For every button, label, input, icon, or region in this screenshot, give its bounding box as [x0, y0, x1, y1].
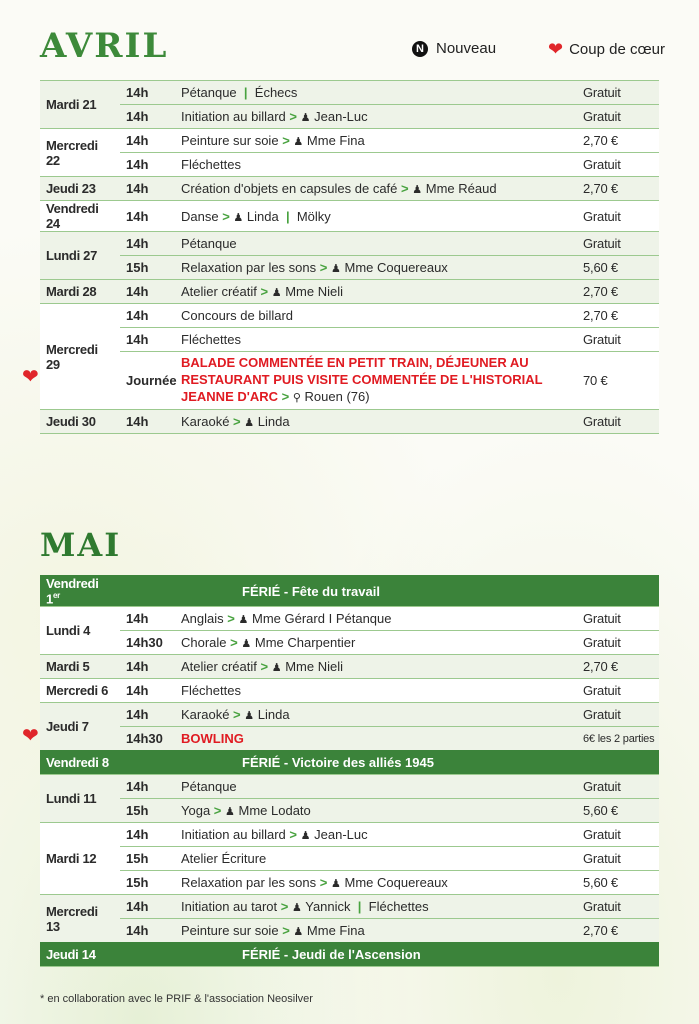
price-cell: Gratuit — [577, 775, 659, 799]
person-icon: ♟ — [244, 710, 255, 723]
price-cell: Gratuit — [577, 81, 659, 105]
table-row — [40, 256, 659, 280]
price-cell: 2,70 € — [577, 280, 659, 304]
arrow-icon: > — [227, 611, 235, 627]
time-cell: 14h30 — [120, 727, 175, 751]
activity-cell: Atelier créatif > ♟ Mme Nieli — [175, 280, 577, 304]
table-row — [40, 919, 659, 943]
time-cell: 14h — [120, 304, 175, 328]
arrow-icon: > — [260, 659, 269, 675]
table-row-highlight — [40, 352, 659, 410]
time-cell: 14h — [120, 328, 175, 352]
time-cell: 14h — [120, 775, 175, 799]
price-cell: 5,60 € — [577, 799, 659, 823]
day-cell: Jeudi 14 — [40, 943, 120, 967]
table-row — [40, 847, 659, 871]
activity-cell: Yoga > ♟ Mme Lodato — [175, 799, 577, 823]
activity-cell: Anglais > ♟ Mme Gérard I Pétanque — [175, 607, 577, 631]
time-cell: 15h — [120, 871, 175, 895]
arrow-icon: > — [233, 414, 241, 429]
table-row — [40, 607, 659, 631]
activity-cell: Fléchettes — [175, 328, 577, 352]
legend-new — [412, 40, 496, 57]
day-cell: Jeudi 23 — [40, 177, 120, 201]
ferie-label: FÉRIÉ - Jeudi de l'Ascension — [120, 943, 659, 967]
table-row — [40, 201, 659, 232]
activity-cell: Relaxation par les sons > ♟ Mme Coquereaux — [175, 256, 577, 280]
day-cell: Vendredi 24 — [40, 201, 120, 232]
day-cell: Jeudi 30 — [40, 410, 120, 434]
person-icon: ♟ — [244, 417, 255, 429]
arrow-icon: > — [289, 109, 298, 124]
price-cell: 5,60 € — [577, 256, 659, 280]
time-cell: 15h — [120, 256, 175, 280]
table-row — [40, 328, 659, 352]
arrow-icon: > — [213, 803, 222, 819]
location-pin-icon: ⚲ — [292, 392, 301, 404]
time-cell: 14h — [120, 280, 175, 304]
arrow-icon: > — [282, 133, 290, 148]
time-cell: 14h — [120, 679, 175, 703]
price-cell: Gratuit — [577, 410, 659, 434]
mai-schedule-table — [40, 575, 659, 967]
activity-cell: Atelier Écriture — [175, 847, 577, 871]
table-row — [40, 177, 659, 201]
price-cell: Gratuit — [577, 153, 659, 177]
table-row — [40, 81, 659, 105]
activity-cell — [175, 727, 577, 751]
person-icon: ♟ — [241, 638, 252, 651]
time-cell: 14h — [120, 105, 175, 129]
time-cell: 14h — [120, 607, 175, 631]
activity-cell: Karaoké > ♟ Linda — [175, 703, 577, 727]
person-icon: ♟ — [300, 830, 311, 843]
price-cell: Gratuit — [577, 703, 659, 727]
day-cell: Lundi 11 — [40, 775, 120, 823]
arrow-icon: > — [280, 899, 289, 915]
table-row — [40, 105, 659, 129]
person-icon: ♟ — [271, 287, 282, 299]
time-cell: 14h — [120, 895, 175, 919]
table-row — [40, 895, 659, 919]
time-cell: 14h30 — [120, 631, 175, 655]
separator-bar: | — [357, 899, 362, 915]
day-cell: Mercredi 6 — [40, 679, 120, 703]
activity-cell: Karaoké > ♟ Linda — [175, 410, 577, 434]
new-badge-icon: N — [412, 41, 428, 57]
highlight-activity: BOWLING — [181, 731, 244, 747]
day-cell: Vendredi 8 — [40, 751, 120, 775]
price-cell: 2,70 € — [577, 129, 659, 153]
time-cell: 15h — [120, 847, 175, 871]
activity-cell: Danse > ♟ Linda | Mölky — [175, 201, 577, 232]
price-cell: Gratuit — [577, 201, 659, 232]
month-title-mai: MAI — [40, 526, 122, 564]
time-cell: 14h — [120, 703, 175, 727]
activity-cell: Atelier créatif > ♟ Mme Nieli — [175, 655, 577, 679]
table-row — [40, 655, 659, 679]
price-cell: Gratuit — [577, 232, 659, 256]
activity-cell: Initiation au tarot > ♟ Yannick | Fléchettes — [175, 895, 577, 919]
arrow-icon: > — [401, 181, 409, 196]
person-icon: ♟ — [330, 263, 341, 275]
activity-cell: Pétanque — [175, 232, 577, 256]
time-cell: 14h — [120, 201, 175, 232]
time-cell: 14h — [120, 919, 175, 943]
price-cell: 70 € — [577, 352, 659, 410]
day-cell: Vendredi 1er — [40, 576, 120, 607]
activity-cell: Pétanque — [175, 775, 577, 799]
price-cell: 5,60 € — [577, 871, 659, 895]
time-cell: 14h — [120, 81, 175, 105]
table-row — [40, 153, 659, 177]
person-icon: ♟ — [300, 112, 311, 124]
arrow-icon: > — [222, 208, 230, 224]
time-cell: 14h — [120, 823, 175, 847]
person-icon: ♟ — [330, 878, 341, 891]
ferie-label: FÉRIÉ - Fête du travail — [120, 576, 659, 607]
person-icon: ♟ — [271, 662, 282, 675]
price-cell: Gratuit — [577, 631, 659, 655]
activity-cell: Peinture sur soie > ♟ Mme Fina — [175, 919, 577, 943]
activity-cell: Relaxation par les sons > ♟ Mme Coquereaux — [175, 871, 577, 895]
ferie-row — [40, 751, 659, 775]
price-cell: Gratuit — [577, 607, 659, 631]
activity-cell: Fléchettes — [175, 679, 577, 703]
legend-new-label: Nouveau — [436, 40, 497, 57]
table-row — [40, 280, 659, 304]
price-cell: 2,70 € — [577, 655, 659, 679]
time-cell: 14h — [120, 177, 175, 201]
avril-schedule-table — [40, 80, 659, 434]
person-icon: ♟ — [238, 614, 249, 627]
activity-cell: Initiation au billard > ♟ Jean-Luc — [175, 823, 577, 847]
day-cell: Mercredi 13 — [40, 895, 120, 943]
activity-cell: Concours de billard — [175, 304, 577, 328]
table-row — [40, 304, 659, 328]
arrow-icon: > — [230, 635, 238, 651]
day-cell: Lundi 27 — [40, 232, 120, 280]
day-cell: Mercredi 22 — [40, 129, 120, 177]
table-row — [40, 679, 659, 703]
day-cell: Mardi 28 — [40, 280, 120, 304]
activity-cell: Chorale > ♟ Mme Charpentier — [175, 631, 577, 655]
table-row — [40, 232, 659, 256]
person-icon: ♟ — [225, 806, 235, 819]
table-row — [40, 410, 659, 434]
time-cell: 14h — [120, 129, 175, 153]
arrow-icon: > — [319, 260, 328, 275]
arrow-icon: > — [260, 284, 269, 299]
time-cell: 14h — [120, 153, 175, 177]
legend-favorite — [548, 40, 665, 58]
day-cell: Mercredi 29 — [40, 304, 120, 410]
legend-favorite-label: Coup de cœur — [569, 40, 665, 58]
separator-bar: | — [285, 208, 290, 224]
activity-cell: Création d'objets en capsules de café > ♟ Mme Réaud — [175, 177, 577, 201]
separator-bar: | — [243, 85, 248, 100]
time-cell: Journée — [120, 352, 175, 410]
activity-cell: Fléchettes — [175, 153, 577, 177]
price-cell: 6€ les 2 parties — [577, 727, 659, 751]
footnote: * en collaboration avec le PRIF & l'association Neosilver — [40, 993, 313, 1005]
separator-bar: I — [328, 611, 333, 627]
price-cell: Gratuit — [577, 895, 659, 919]
ferie-row — [40, 943, 659, 967]
price-cell: 2,70 € — [577, 919, 659, 943]
month-title-avril: AVRIL — [40, 26, 169, 66]
person-icon: ♟ — [412, 184, 423, 196]
arrow-icon: > — [233, 707, 241, 723]
table-row — [40, 871, 659, 895]
heart-icon: ❤ — [548, 39, 564, 59]
time-cell: 14h — [120, 655, 175, 679]
day-cell: Mardi 21 — [40, 81, 120, 129]
table-row — [40, 799, 659, 823]
activity-cell — [175, 352, 577, 410]
ferie-label: FÉRIÉ - Victoire des alliés 1945 — [120, 751, 659, 775]
price-cell: 2,70 € — [577, 177, 659, 201]
location-text: Rouen (76) — [304, 389, 370, 404]
table-row-highlight — [40, 727, 659, 751]
price-cell: Gratuit — [577, 105, 659, 129]
table-row — [40, 775, 659, 799]
table-row — [40, 823, 659, 847]
activity-cell: Initiation au billard > ♟ Jean-Luc — [175, 105, 577, 129]
person-icon: ♟ — [291, 902, 302, 915]
price-cell: Gratuit — [577, 823, 659, 847]
arrow-icon: > — [289, 827, 298, 843]
day-cell: Mardi 12 — [40, 823, 120, 895]
price-cell: Gratuit — [577, 679, 659, 703]
price-cell: Gratuit — [577, 847, 659, 871]
price-cell: 2,70 € — [577, 304, 659, 328]
heart-icon: ❤ — [22, 366, 39, 388]
table-row — [40, 703, 659, 727]
activity-cell: Pétanque | Échecs — [175, 81, 577, 105]
arrow-icon: > — [281, 389, 290, 404]
person-icon: ♟ — [293, 926, 304, 939]
day-cell: Mardi 5 — [40, 655, 120, 679]
ferie-row — [40, 576, 659, 607]
price-cell: Gratuit — [577, 328, 659, 352]
highlight-activity: BALADE COMMENTÉE EN PETIT TRAIN, DÉJEUNER AU RESTAURANT PUIS VISITE COMMENTÉE DE L'HISTORIAL JEANNE D'ARC — [181, 355, 543, 404]
person-icon: ♟ — [233, 211, 244, 224]
heart-icon: ❤ — [22, 725, 39, 747]
table-row — [40, 129, 659, 153]
table-row — [40, 631, 659, 655]
time-cell: 15h — [120, 799, 175, 823]
time-cell: 14h — [120, 232, 175, 256]
arrow-icon: > — [282, 923, 290, 939]
activity-cell: Peinture sur soie > ♟ Mme Fina — [175, 129, 577, 153]
day-cell: Lundi 4 — [40, 607, 120, 655]
arrow-icon: > — [319, 875, 328, 891]
day-cell: Jeudi 7 — [40, 703, 120, 751]
time-cell: 14h — [120, 410, 175, 434]
person-icon: ♟ — [293, 136, 304, 148]
